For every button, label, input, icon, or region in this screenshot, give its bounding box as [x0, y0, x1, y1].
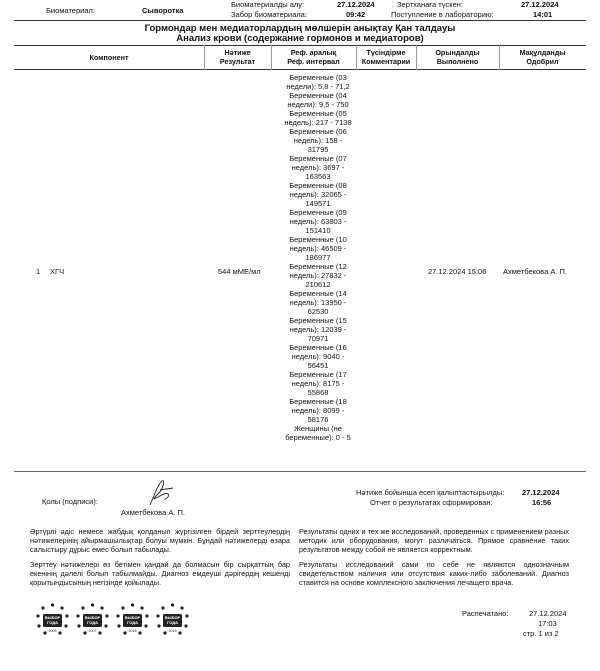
- header-result-ru: Результат: [219, 57, 256, 66]
- reference-line: Беременные (18: [289, 397, 347, 406]
- reference-line: недель): 13950 -: [289, 298, 347, 307]
- row-number: 1: [36, 267, 41, 276]
- award-badge: [74, 601, 111, 639]
- badge-year: 2019: [168, 629, 177, 633]
- reference-line: Беременные (07: [289, 154, 347, 163]
- header-approved-ru: Одобрил: [526, 57, 559, 66]
- reference-line: 55868: [307, 388, 329, 397]
- header-comment-ru: Комментарии: [361, 57, 411, 66]
- reference-line: недель): 63803 -: [289, 217, 347, 226]
- reference-line: недель): 3697 -: [291, 163, 345, 172]
- component-name: ХГЧ: [50, 267, 65, 276]
- page-number: стр. 1 из 2: [523, 629, 559, 638]
- star-wreath-icon: [74, 601, 111, 639]
- result-formed-kz-label: Нәтиже бойынша есеп қалыптастырылды:: [356, 488, 505, 497]
- note-kz-1: Әртүрлі әдіс немесе жабдық қолданып жүргізілген бірдей зерттеулердің нәтижелерінің айырмашылықтар болуы мүмкін. Бұндай нәтижелерді өзара салыстыру дұрыс емес болып табылады.: [30, 527, 290, 554]
- reference-line: недель): 12039 -: [289, 325, 347, 334]
- note-ru-1: Результаты одних и тех же исследований, проведенных с применением разных методик или оборудования, могут различаться. Прямое сравнение таких результатов между собой не является корректным.: [299, 527, 569, 554]
- badge-line1: ВЫБОР: [164, 615, 181, 620]
- reference-line: Беременные (05: [289, 109, 347, 118]
- received-date: 27.12.2024: [521, 0, 559, 9]
- result-value: 544 мМЕ/мл: [218, 267, 261, 276]
- badge-line1: ВЫБОР: [84, 615, 101, 620]
- reference-line: недель): 32065 -: [289, 190, 347, 199]
- reference-line: 58176: [307, 415, 329, 424]
- badge-year: 2007: [88, 629, 97, 633]
- reference-line: недель): 158 -: [293, 136, 343, 145]
- header-done-ru: Выполнено: [436, 57, 479, 66]
- result-formed-time: 16:56: [532, 498, 552, 507]
- reference-line: 56451: [307, 361, 329, 370]
- printed-date: 27.12.2024: [529, 609, 567, 618]
- reference-line: недель): 217 - 7138: [284, 118, 352, 127]
- collected-time: 09:42: [346, 10, 366, 19]
- reference-line: Беременные (09: [289, 208, 347, 217]
- title-ru: Анализ крови (содержание гормонов и медиаторов): [176, 33, 424, 44]
- reference-line: 163563: [305, 172, 331, 181]
- reference-line: 151410: [305, 226, 331, 235]
- signature-scribble-icon: [140, 478, 180, 508]
- received-kz-label: Зертханаға түскен:: [397, 0, 463, 9]
- signature-label: Қолы (подписи):: [42, 497, 98, 506]
- star-wreath-icon: [114, 601, 151, 639]
- reference-line: Беременные (03: [289, 73, 347, 82]
- reference-line: 149571: [305, 199, 331, 208]
- star-wreath-icon: [34, 601, 71, 639]
- reference-line: Беременные (16: [289, 343, 347, 352]
- reference-line: недель): 46509 -: [289, 244, 347, 253]
- reference-line: Беременные (10: [289, 235, 347, 244]
- reference-line: 31795: [307, 145, 329, 154]
- reference-line: Беременные (06: [289, 127, 347, 136]
- note-ru-2: Результаты исследований сами по себе не являются однозначным свидетельством наличия или отсутствия каких-либо заболеваний. Диагноз ставится на основе комплексного заключения лечащего врача.: [299, 560, 569, 587]
- award-badge: [154, 601, 191, 639]
- reference-line: Беременные (12: [289, 262, 347, 271]
- badge-line2: ГОДА: [86, 620, 99, 625]
- signature-name: Ахметбекова А. П.: [121, 508, 185, 517]
- note-kz-2: Зерттеу нәтижелері өз бетімен қандай да болмасын бір сырқаттың бар екенінің дәлелі болып табылмайды. Диагноз емдеуші дәрігердің кешенді қорытындысының негізінде қойылады.: [30, 560, 290, 587]
- table-bottom-divider: [14, 471, 586, 472]
- header-done-kz: Орындалды: [435, 48, 480, 57]
- biomaterial-value: Сыворотка: [142, 6, 184, 15]
- printed-time: 17:03: [538, 619, 557, 628]
- reference-line: недели): 9,5 - 750: [287, 100, 349, 109]
- printed-label: Распечатано:: [462, 609, 509, 618]
- reference-line: Женщины (не: [294, 424, 342, 433]
- collected-date: 27.12.2024: [337, 0, 375, 9]
- result-formed-date: 27.12.2024: [522, 488, 560, 497]
- header-approved-kz: Мақұлданды: [519, 48, 566, 57]
- badge-line2: ГОДА: [166, 620, 179, 625]
- header-comment-kz: Түсіндірме: [366, 48, 406, 57]
- biomaterial-label: Биоматериал:: [46, 6, 95, 15]
- meta-header: [0, 0, 600, 22]
- reference-line: 62530: [307, 307, 329, 316]
- received-ru-label: Поступление в лабораторию:: [391, 10, 494, 19]
- badge-line2: ГОДА: [126, 620, 139, 625]
- header-ref-ru: Реф. интервал: [287, 57, 340, 66]
- reference-line: недель): 8099 -: [291, 406, 345, 415]
- reference-line: 70971: [307, 334, 329, 343]
- reference-line: 210612: [305, 280, 331, 289]
- header-divider: [14, 20, 586, 21]
- done-datetime: 27.12.2024 15:06: [428, 267, 487, 276]
- reference-line: Беременные (17: [289, 370, 347, 379]
- reference-line: недель): 8175 -: [291, 379, 345, 388]
- reference-line: недели): 5,8 - 71,2: [286, 82, 350, 91]
- reference-line: 186977: [305, 253, 331, 262]
- collected-ru-label: Забор биоматериала:: [231, 10, 307, 19]
- badge-line1: ВЫБОР: [124, 615, 141, 620]
- title-kz: Гормондар мен медиаторлардың мөлшерін анықтау Қан талдауы: [144, 23, 456, 34]
- award-badge: [34, 601, 71, 639]
- header-ref-kz: Реф. аралық: [290, 48, 337, 57]
- header-result-kz: Нәтиже: [224, 48, 251, 57]
- reference-line: Беременные (08: [289, 181, 347, 190]
- badge-line2: ГОДА: [46, 620, 59, 625]
- header-component: Компонент: [89, 53, 129, 62]
- reference-interval: [280, 73, 356, 442]
- received-time: 14:01: [533, 10, 553, 19]
- reference-line: Беременные (14: [289, 289, 347, 298]
- reference-line: недель): 27832 -: [289, 271, 347, 280]
- badge-year: 2005: [48, 629, 57, 633]
- award-badges: [34, 601, 194, 641]
- star-wreath-icon: [154, 601, 191, 639]
- reference-line: Беременные (15: [289, 316, 347, 325]
- approved-by: Ахметбекова А. П.: [503, 267, 567, 276]
- award-badge: [114, 601, 151, 639]
- badge-line1: ВЫБОР: [44, 615, 61, 620]
- reference-line: Беременные (04: [289, 91, 347, 100]
- reference-line: недель): 9040 -: [291, 352, 345, 361]
- result-formed-ru-label: Отчет о результатах сформирован:: [370, 498, 493, 507]
- reference-line: беременные): 0 - 5: [285, 433, 351, 442]
- badge-year: 2018: [128, 629, 137, 633]
- collected-kz-label: Биоматериалды алу:: [231, 0, 305, 9]
